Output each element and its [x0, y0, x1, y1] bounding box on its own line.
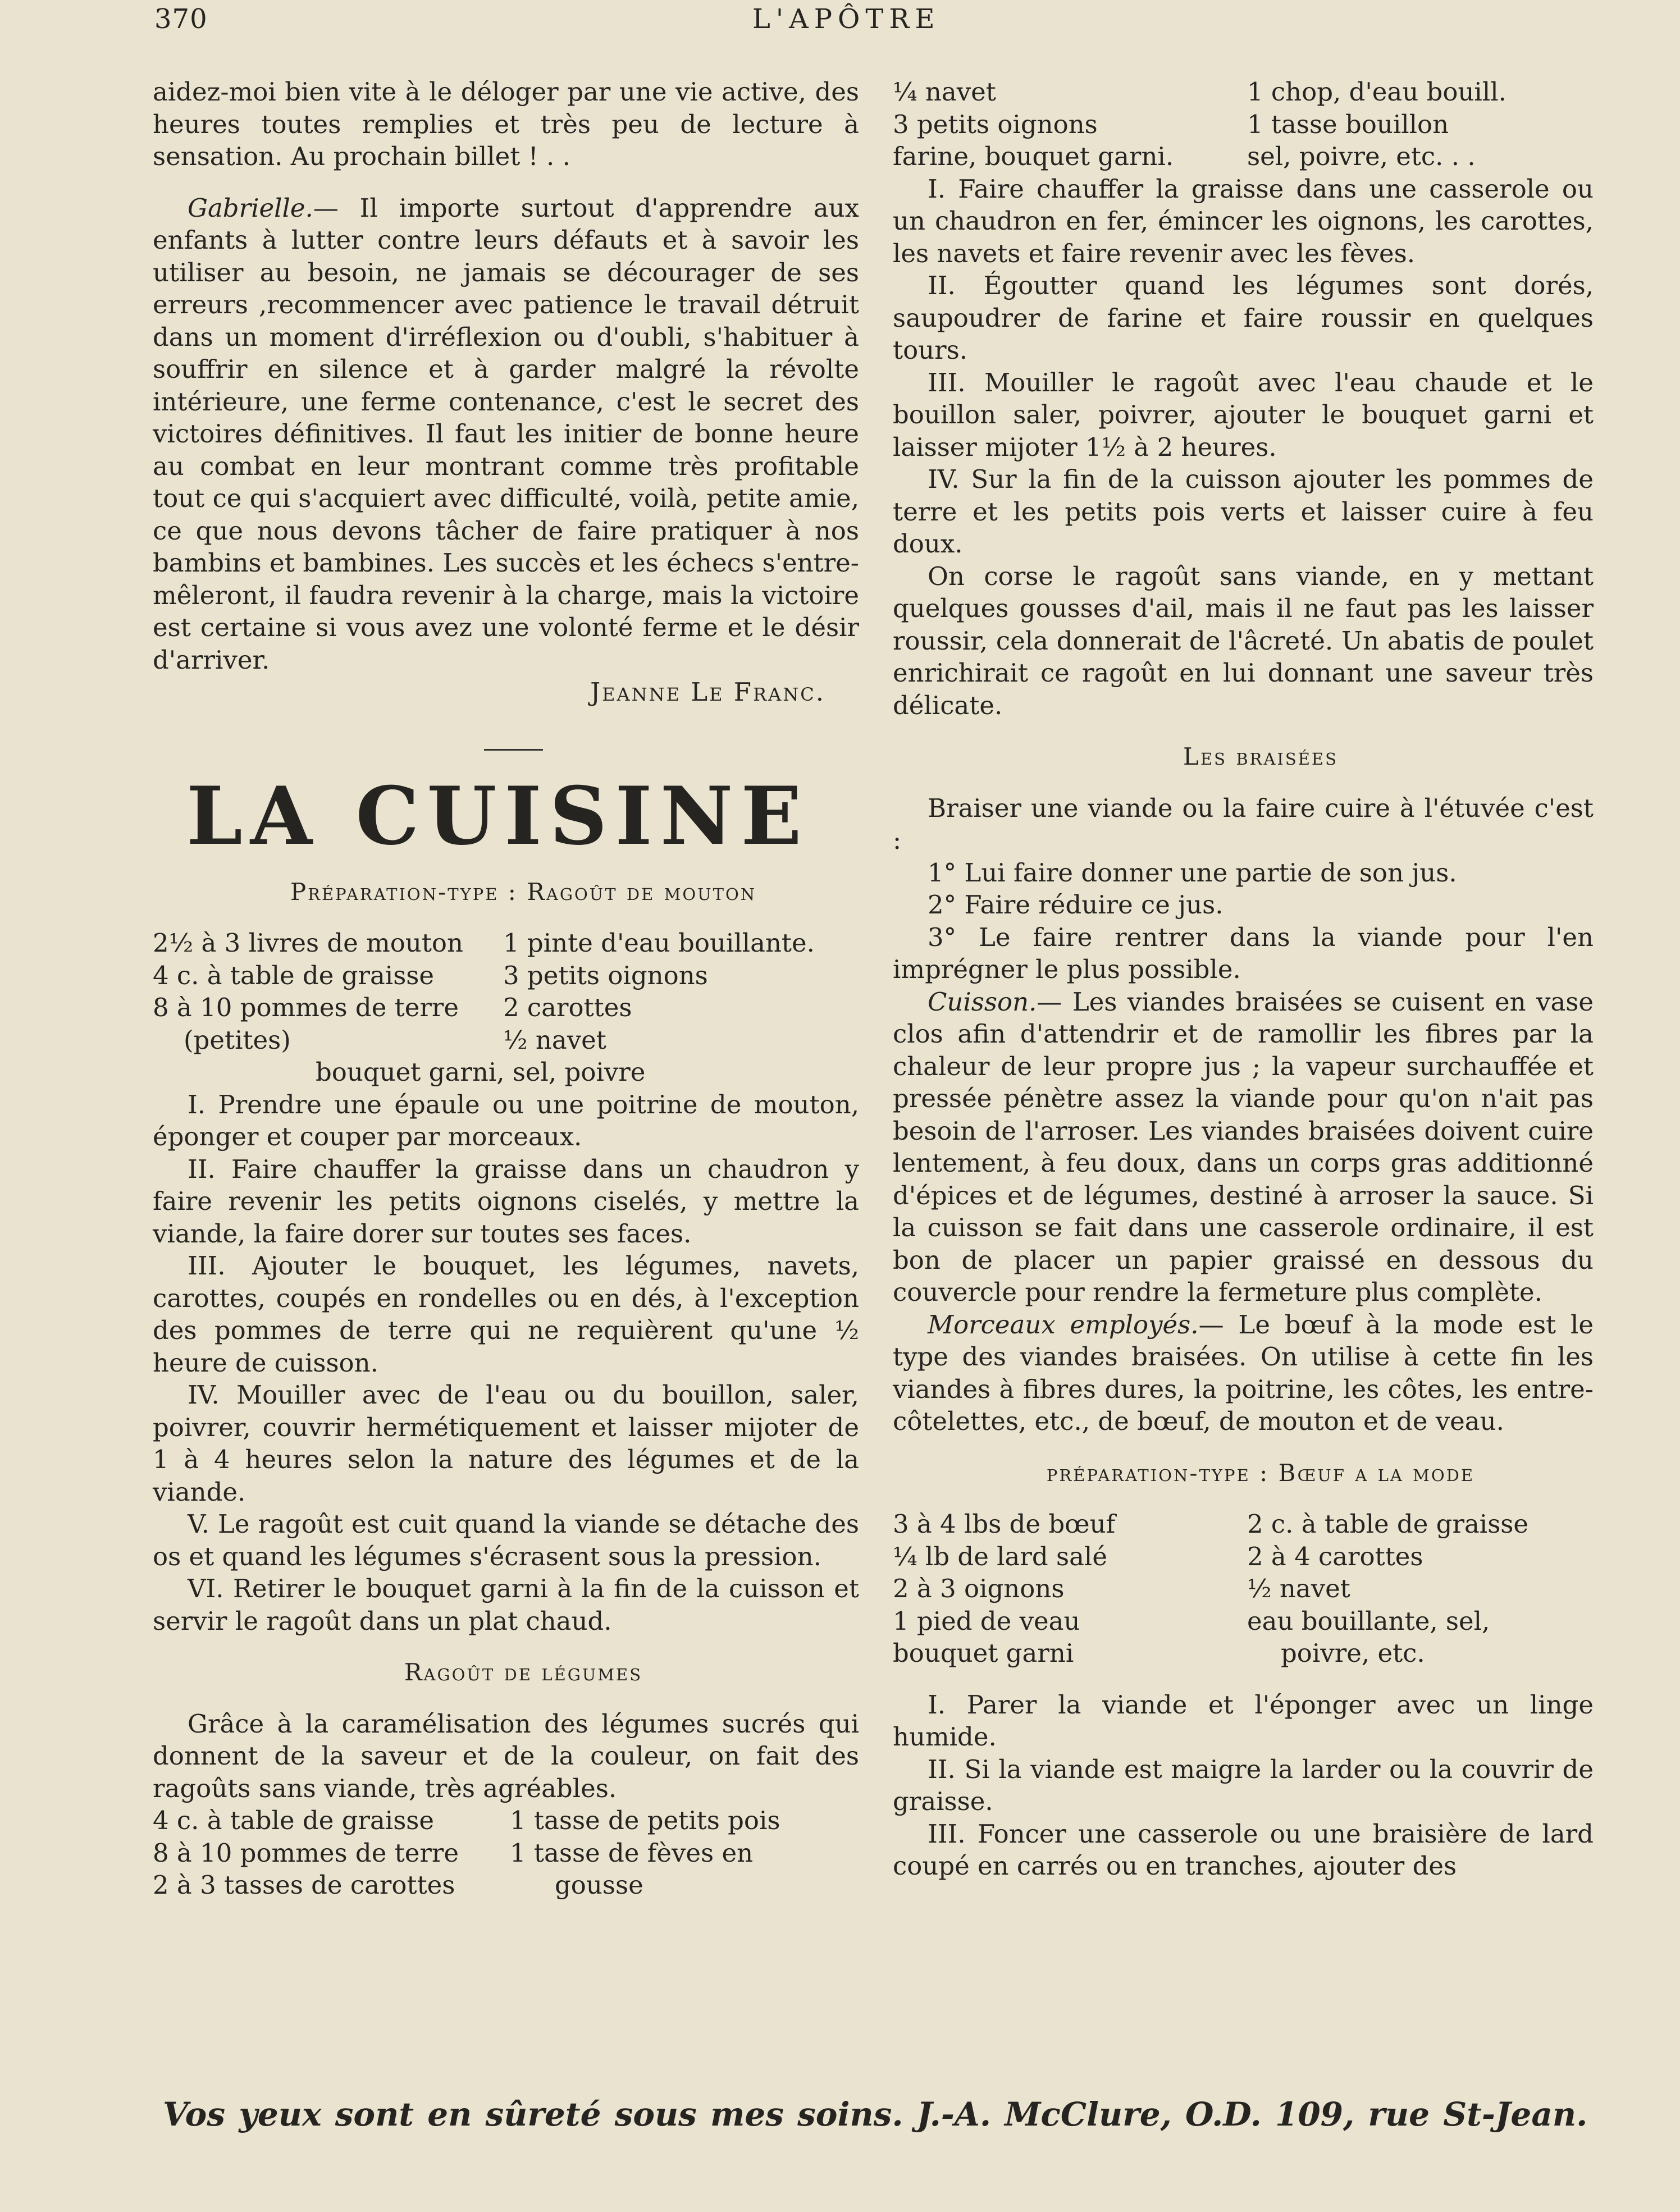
recipe-step: III. Foncer une casserole ou une braisière de lard coupé en carrés ou en tranches, ajouter des: [893, 1818, 1594, 1881]
recipe-step: IV. Sur la fin de la cuisson ajouter les pommes de terre et les petits pois verts et laisser cuire à feu doux.: [893, 464, 1594, 559]
recipe-step: I. Parer la viande et l'éponger avec un linge humide.: [893, 1689, 1594, 1752]
inline-label: Morceaux employés.: [928, 1309, 1199, 1340]
ingredient-list: [893, 76, 1594, 173]
ingredient: 3 petits oignons: [503, 960, 708, 990]
ingredient: bouquet garni: [893, 1638, 1074, 1668]
ingredient: 1 pinte d'eau bouillante.: [503, 928, 815, 958]
ingredient: 2 à 3 tasses de carottes: [153, 1870, 455, 1900]
page-number: 370: [154, 3, 208, 35]
recipe-heading: Les braisées: [1183, 743, 1338, 770]
correspondent-name: Gabrielle.: [188, 193, 313, 223]
ingredient: ½ navet: [1247, 1574, 1350, 1603]
list-item: 1° Lui faire donner une partie de son jus.: [928, 857, 1457, 888]
ingredient: poivre, etc.: [1281, 1638, 1425, 1668]
separator-rule: [484, 749, 543, 751]
recipe-step: VI. Retirer le bouquet garni à la fin de la cuisson et servir le ragoût dans un plat chaud.: [153, 1574, 859, 1636]
ingredient: ¼ lb de lard salé: [893, 1541, 1107, 1571]
ingredient: ½ navet: [503, 1025, 606, 1055]
ingredient: bouquet garni, sel, poivre: [316, 1057, 646, 1087]
paragraph: aidez-moi bien vite à le déloger par une vie active, des heures toutes remplies et très peu de lecture à sensation. Au prochain billet ! . .: [153, 77, 859, 171]
list-item: 2° Faire réduire ce jus.: [928, 890, 1224, 920]
signature: Jeanne Le Franc.: [590, 677, 825, 707]
ingredient-list: [153, 927, 859, 1056]
ingredient: 1 pied de veau: [893, 1606, 1080, 1636]
ingredient: 2 carottes: [503, 993, 632, 1022]
recipe-step: III. Mouiller le ragoût avec l'eau chaude et le bouillon saler, poivrer, ajouter le bouquet garni et laisser mijoter 1½ à 2 heures.: [893, 367, 1594, 462]
ingredient: eau bouillante, sel,: [1247, 1606, 1490, 1636]
recipe-step: II. Égoutter quand les légumes sont dorés, saupoudrer de farine et faire roussir en quelques tours.: [893, 271, 1594, 365]
recipe-step: II. Faire chauffer la graisse dans un chaudron y faire revenir les petits oignons ciselés, y mettre la viande, la faire dorer sur toutes ses faces.: [153, 1154, 859, 1249]
recipe-step: V. Le ragoût est cuit quand la viande se détache des os et quand les légumes s'écrasent sous la pression.: [153, 1509, 859, 1571]
page-title: L'APÔTRE: [752, 3, 941, 35]
ingredient: 2 à 3 oignons: [893, 1574, 1065, 1603]
paragraph-cuisson: Cuisson.— Les viandes braisées se cuisent en vase clos afin d'attendrir et de ramollir les fibres par la chaleur de leur propre jus ; la vapeur surchauffée et pressée pénètre assez la viande pour qu'on n'ait pas besoin de l'arroser. Les viandes braisées doivent cuire lentement, à feu doux, dans un corps gras additionné d'épices et de légumes, destiné à arroser la sauce. Si la cuisson se fait dans une casserole ordinaire, il est bon de placer un papier graissé en dessous du couvercle pour rendre la fermeture plus complète.: [893, 986, 1594, 1307]
recipe-heading: Ragoût de légumes: [404, 1658, 643, 1686]
ingredient: 3 à 4 lbs de bœuf: [893, 1509, 1116, 1539]
ingredient: 8 à 10 pommes de terre: [153, 1838, 459, 1868]
ingredient: 1 tasse de fèves en: [510, 1838, 754, 1868]
ingredient: 8 à 10 pommes de terre: [153, 993, 459, 1022]
list-item: 3° Le faire rentrer dans la viande pour l'en imprégner le plus possible.: [893, 922, 1594, 984]
ingredient: 1 tasse bouillon: [1247, 109, 1449, 139]
paragraph: On corse le ragoût sans viande, en y mettant quelques gousses d'ail, mais il ne faut pas les laisser roussir, cela donnerait de l'âcreté. Un abatis de poulet enrichirait ce ragoût en lui donnant une saveur très délicate.: [893, 561, 1594, 720]
paragraph: Grâce à la caramélisation des légumes sucrés qui donnent de la saveur et de la couleur, on fait des ragoûts sans viande, très agréables.: [153, 1708, 859, 1803]
ingredient-list: [893, 1508, 1594, 1670]
recipe-step: II. Si la viande est maigre la larder ou la couvrir de graisse.: [893, 1754, 1594, 1816]
ingredient: sel, poivre, etc. . .: [1247, 141, 1476, 171]
right-column: [893, 76, 1594, 1882]
paragraph-gabrielle: Gabrielle.— Il importe surtout d'apprendre aux enfants à lutter contre leurs défauts et à savoir les utiliser au besoin, ne jamais se décourager de ses erreurs ,recommencer avec patience le travail détruit dans un moment d'irréflexion ou d'oubli, s'habituer à souffrir en silence et à garder malgré la révolte intérieure, une ferme contenance, c'est le secret des victoires définitives. Il faut les initier de bonne heure au combat en leur montrant comme très profitable tout ce qui s'acquiert avec difficulté, voilà, petite amie, ce que nous devons tâcher de faire pratiquer à nos bambins et bambines. Les succès et les échecs s'entre-mêleront, il faudra revenir à la charge, mais la victoire est certaine si vous avez une volonté ferme et le désir d'arriver.: [153, 193, 859, 675]
recipe-step: I. Faire chauffer la graisse dans une casserole ou un chaudron en fer, émincer les oignons, les carottes, les navets et faire revenir avec les fèves.: [893, 173, 1594, 268]
inline-label: Cuisson.: [928, 986, 1037, 1017]
recipe-step: IV. Mouiller avec de l'eau ou du bouillon, saler, poivrer, couvrir hermétiquement et laisser mijoter de 1 à 4 heures selon la nature des légumes et de la viande.: [153, 1380, 859, 1507]
ingredient: farine, bouquet garni.: [893, 141, 1174, 171]
ingredient: 2 à 4 carottes: [1247, 1541, 1423, 1571]
ingredient: 1 tasse de petits pois: [510, 1806, 780, 1835]
paragraph-morceaux: Morceaux employés.— Le bœuf à la mode est le type des viandes braisées. On utilise à cette fin les viandes à fibres dures, la poitrine, les côtes, les entre-côtelettes, etc., de bœuf, de mouton et de veau.: [893, 1309, 1594, 1436]
ingredient: 2 c. à table de graisse: [1247, 1509, 1529, 1539]
section-title: LA CUISINE: [186, 769, 810, 863]
footer-advertisement: Vos yeux sont en sûreté sous mes soins. J.-A. McClure, O.D. 109, rue St-Jean.: [163, 2095, 1588, 2133]
ingredient-list: [153, 1804, 859, 1902]
ingredient: gousse: [555, 1870, 643, 1900]
ingredient: (petites): [184, 1025, 291, 1055]
paragraph: Braiser une viande ou la faire cuire à l'étuvée c'est :: [893, 793, 1594, 855]
recipe-heading: Préparation-type : Ragoût de mouton: [290, 878, 757, 906]
ingredient: 2½ à 3 livres de mouton: [153, 928, 464, 958]
ingredient: 1 chop, d'eau bouill.: [1247, 77, 1506, 107]
ingredient: 4 c. à table de graisse: [153, 960, 435, 990]
ingredient: 4 c. à table de graisse: [153, 1806, 435, 1835]
recipe-heading: préparation-type : Bœuf a la mode: [1046, 1459, 1475, 1487]
recipe-step: I. Prendre une épaule ou une poitrine de mouton, éponger et couper par morceaux.: [153, 1089, 859, 1151]
recipe-step: III. Ajouter le bouquet, les légumes, navets, carottes, coupés en rondelles ou en dés, à l'exception des pommes de terre qui ne requièrent qu'une ½ heure de cuisson.: [153, 1251, 859, 1378]
left-column: [153, 76, 859, 1902]
ingredient: ¼ navet: [893, 77, 996, 107]
ingredient: 3 petits oignons: [893, 109, 1098, 139]
